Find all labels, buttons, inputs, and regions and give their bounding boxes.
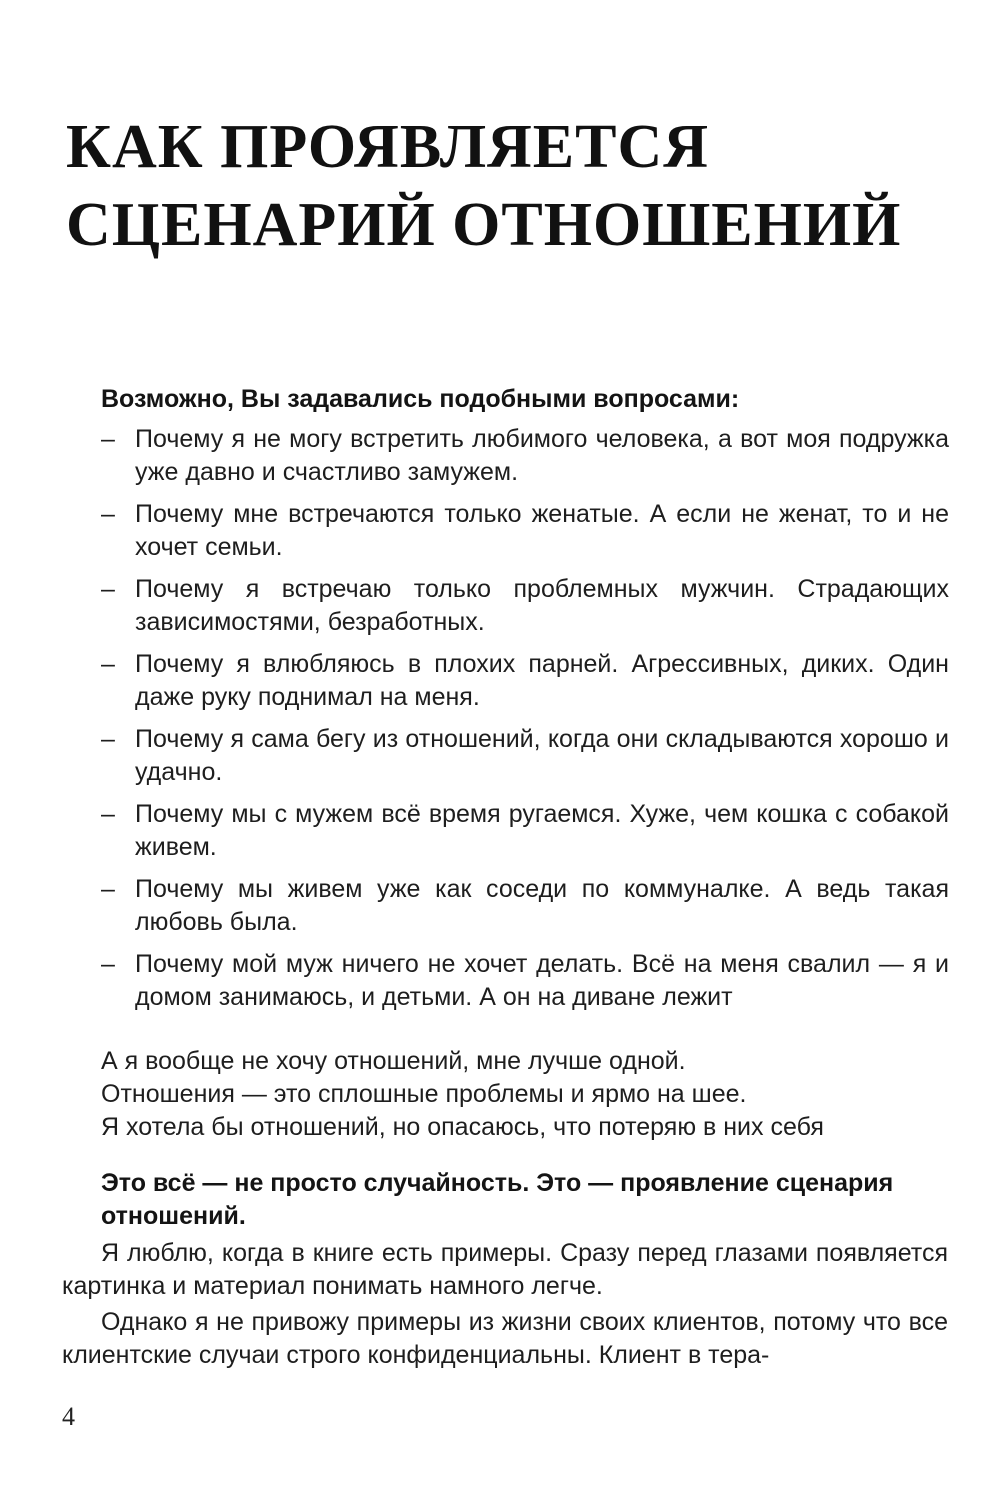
list-item	[101, 573, 949, 639]
list-item-text: Почему мы живем уже как соседи по коммуналке. А ведь такая любовь была.	[135, 875, 949, 936]
dash-marker: –	[101, 500, 115, 528]
body-paragraph: Однако я не привожу примеры из жизни своих клиентов, потому что все клиентские случаи строго конфиденциальны. Клиент в тера-	[62, 1308, 948, 1369]
list-item-text: Почему я не могу встретить любимого человека, а вот моя подружка уже давно и счастливо замужем.	[135, 425, 949, 486]
statements-block	[101, 1045, 949, 1144]
list-item-text: Почему я влюбляюсь в плохих парней. Агрессивных, диких. Один даже руку поднимал на меня.	[135, 650, 949, 711]
list-item-text: Почему я встречаю только проблемных мужчин. Страдающих зависимостями, безработных.	[135, 575, 949, 636]
body-paragraph: Я люблю, когда в книге есть примеры. Сразу перед глазами появляется картинка и материал понимать намного легче.	[62, 1239, 948, 1300]
list-item	[101, 873, 949, 939]
list-item	[101, 648, 949, 714]
statement-line: А я вообще не хочу отношений, мне лучше одной.	[101, 1047, 686, 1075]
dash-marker: –	[101, 800, 115, 828]
list-item	[101, 798, 949, 864]
dash-marker: –	[101, 725, 115, 753]
dash-marker: –	[101, 425, 115, 453]
chapter-title-line-1: КАК ПРОЯВЛЯЕТСЯ	[66, 113, 710, 181]
list-item-text: Почему я сама бегу из отношений, когда они складываются хорошо и удачно.	[135, 725, 949, 786]
dash-marker: –	[101, 575, 115, 603]
dash-marker: –	[101, 950, 115, 978]
statement-line: Я хотела бы отношений, но опасаюсь, что потеряю в них себя	[101, 1113, 824, 1141]
dash-marker: –	[101, 650, 115, 678]
page-number: 4	[62, 1402, 75, 1431]
statement-line: Отношения — это сплошные проблемы и ярмо на шее.	[101, 1080, 747, 1108]
intro-heading: Возможно, Вы задавались подобными вопросами:	[101, 385, 740, 413]
list-item-text: Почему мы с мужем всё время ругаемся. Хуже, чем кошка с собакой живем.	[135, 800, 949, 861]
chapter-title-line-2: СЦЕНАРИЙ ОТНОШЕНИЙ	[66, 191, 902, 259]
list-item	[101, 498, 949, 564]
emphasis-statement: Это всё — не просто случайность. Это — проявление сценария отношений.	[101, 1169, 894, 1230]
question-list	[101, 423, 949, 1014]
main-content	[101, 383, 949, 1239]
list-item-text: Почему мне встречаются только женатые. А если не женат, то и не хочет семьи.	[135, 500, 949, 561]
list-item	[101, 948, 949, 1014]
list-item	[101, 723, 949, 789]
list-item-text: Почему мой муж ничего не хочет делать. Всё на меня свалил — я и домом занимаюсь, и детьми. А он на диване лежит	[135, 950, 949, 1011]
dash-marker: –	[101, 875, 115, 903]
list-item	[101, 423, 949, 489]
chapter-title	[66, 108, 946, 264]
